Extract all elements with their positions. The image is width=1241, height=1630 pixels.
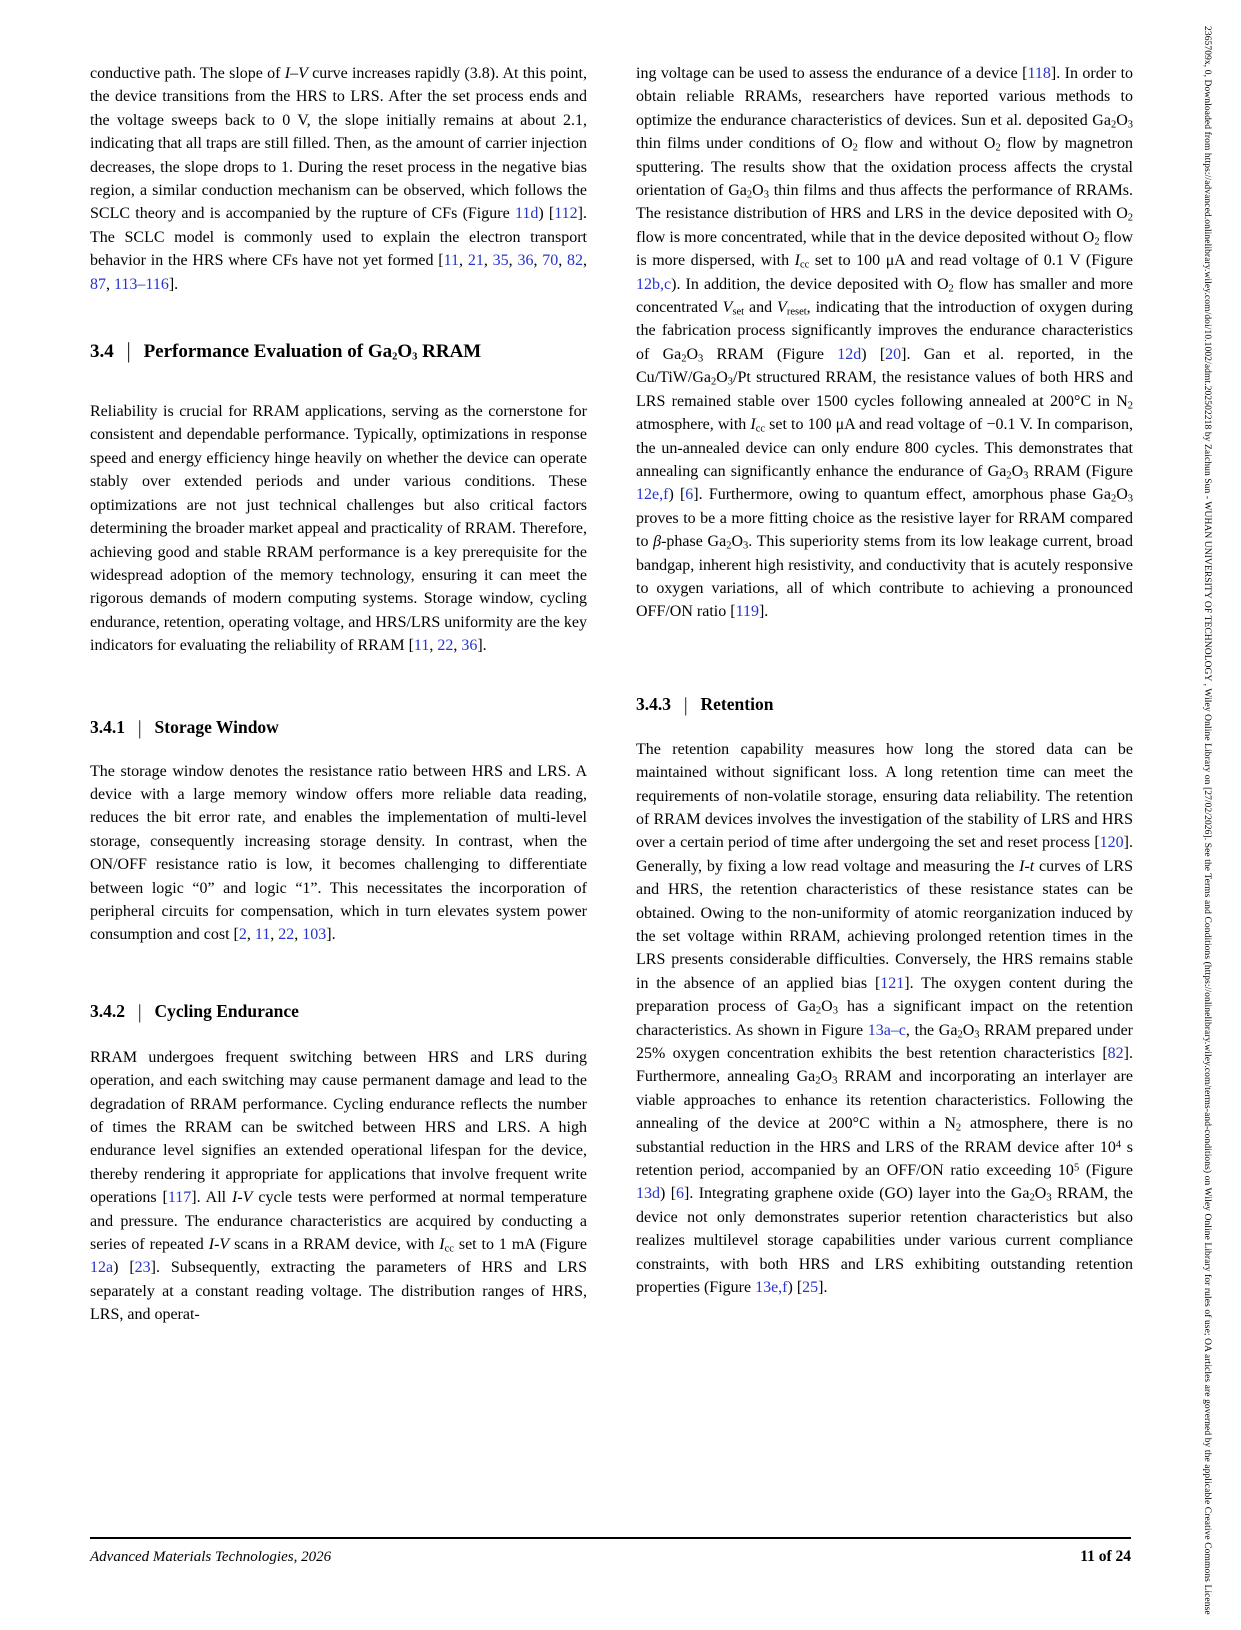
text-run: has a significant impact on the retention characteristics. As shown in Figure [636,998,1134,1039]
paragraph [636,738,1133,1300]
text-run: V [722,299,733,317]
text-run: ]. Generally, by fixing a low read voltage and measuring the [636,834,1133,875]
text-run: O [731,533,743,551]
text-run: 4 [1115,1139,1122,1151]
text-run: 2 [1029,1192,1035,1204]
text-run: reset [786,306,807,318]
reference-link[interactable]: 2 [238,926,247,944]
text-run: ]. Gan et al. reported, in the Cu/TiW/Ga [636,345,1134,387]
text-run: ]. [818,1279,828,1297]
reference-link[interactable]: 13d [636,1185,660,1203]
text-run: Storage Window [154,716,279,737]
text-run: , [246,926,255,944]
text-run: 2 [815,1075,821,1087]
text-run: ]. In order to obtain reliable RRAMs, researchers have reported various methods to optimize the endurance characteristics of devices. Sun et al. deposited Ga [636,65,1134,129]
text-run: -phase Ga [661,533,727,551]
reference-link[interactable]: 21 [467,252,484,270]
section-heading [90,715,587,739]
text-run: cc [444,1243,454,1255]
text-run: ) [ [861,345,886,363]
text-run: O [686,345,699,363]
text-run: 2 [392,351,398,363]
text-run: ]. Integrating graphene oxide (GO) layer into the Ga [684,1185,1030,1203]
text-run: ) [ [668,486,686,504]
reference-link[interactable]: 82 [567,252,584,270]
text-run: 3.4.3 [636,693,671,714]
reference-link[interactable]: 119 [735,603,759,621]
reference-link[interactable]: 12b,c [636,275,672,293]
text-run: set to 100 μA and read voltage of −0.1 V. In comparison, the un-annealed device can only endure 800 cycles. This demonstrates that annealing can significantly enhance the endurance of Ga [636,416,1133,480]
text-run: 3 [1127,119,1133,131]
footer-page-number: 11 of 24 [1080,1548,1131,1565]
text-run: , [508,252,518,270]
text-run: 2 [710,376,717,388]
text-run: 2 [948,283,954,295]
text-run: 3 [698,353,704,365]
text-run: and [744,299,778,317]
reference-link[interactable]: 6 [685,486,694,504]
reference-link[interactable]: 12d [837,345,862,363]
text-run: 2 [1094,236,1100,248]
reference-link[interactable]: 11 [254,926,271,944]
text-run: 3 [727,376,734,388]
text-run: I [439,1236,445,1254]
text-run: atmosphere, there is no substantial reduction in the HRS and LRS of the RRAM device after 10 [636,1115,1133,1156]
text-run: 5 [1073,1162,1080,1174]
text-run: I [794,252,800,270]
section-heading [90,999,587,1023]
text-run: O [397,341,413,363]
text-run: RRAM (Figure [1028,462,1133,480]
text-run: cc [755,423,766,435]
text-run: 2 [955,1122,962,1134]
text-run: flow is more concentrated, while that in the device deposited without O [636,228,1095,246]
text-run: ]. All [191,1189,233,1207]
text-run: Performance Evaluation of Ga [143,341,393,363]
reference-link[interactable]: 70 [542,252,559,270]
text-run: s retention period, accompanied by an OFF/ON ratio exceeding 10 [636,1138,1133,1180]
reference-link[interactable]: 6 [676,1185,685,1203]
text-run: β [653,533,662,551]
text-run: 3 [832,1075,838,1087]
text-run: , [583,252,588,270]
text-run: RRAM undergoes frequent switching between HRS and LRS during operation, and each switching may cause permanent damage and lead to the degradation of RRAM performance. Cycling endurance reflects the number of times the RRAM can be switched between HRS and LRS. A high endurance level signifies an extended operational lifespan for the device, thereby rendering it appropriate for applications that involve frequent write operations [ [90,1048,587,1207]
text-run: , the Ga [905,1021,958,1039]
text-run: 3 [1046,1192,1052,1204]
text-run: 2 [995,142,1001,154]
text-run: ). In addition, the device deposited with O [671,275,949,293]
text-run: ing voltage can be used to assess the endurance of a device [ [636,65,1028,82]
text-run: RRAM (Figure [703,345,838,363]
text-run: I-t [1019,857,1035,875]
heading-separator: | [138,715,142,739]
section-heading [636,692,1133,716]
text-run: The storage window denotes the resistance ratio between HRS and LRS. A device with a large memory window offers more reliable data reading, reduces the bit error rate, and enables the implementation of multi-level storage, consequently increasing storage density. In contrast, when the ON/OFF resistance ratio is low, it becomes challenging to differentiate between logic “0” and logic “1”. This necessitates the incorporation of peripheral circuits for compensation, which in turn elevates system power consumption and cost [ [90,762,587,944]
reference-link[interactable]: 11 [443,252,460,270]
reference-link[interactable]: 103 [302,926,327,944]
text-run: 2 [1110,119,1117,131]
text-run: ]. The oxygen content during the preparation process of Ga [636,974,1133,1016]
text-run: ) [ [113,1259,135,1277]
text-run: ]. [758,603,769,621]
text-run: set to 100 μA and read voltage of 0.1 V (Figure [809,252,1133,270]
text-run: 2 [1127,212,1133,224]
text-run: 2 [1127,400,1133,412]
text-run: O [1011,462,1024,480]
text-run: RRAM [417,341,482,363]
text-run: I–V [284,65,308,82]
text-run: 3 [974,1029,980,1041]
text-run: ) [ [787,1279,803,1297]
text-run: (Figure [1079,1162,1133,1180]
paragraph [90,760,587,947]
reference-link[interactable]: 23 [134,1259,151,1277]
text-run: thin films and thus affects the performance of RRAMs. The resistance distribution of HRS and LRS in the device deposited with O [636,182,1133,223]
text-run: Reliability is crucial for RRAM applications, serving as the cornerstone for consistent and dependable performance. Typically, optimizations in response speed and energy efficiency hinge heavily on whether the device can operate stably over extended periods and under various conditions. These optimizations are not just technical challenges but also critical factors determining the broader market appeal and practicality of RRAM. Therefore, achieving good and stable RRAM performance is a key prerequisite for the widespread adoption of the memory technology, ensuring it can meet the rigorous demands of modern computing systems. Storage window, cycling endurance, retention, operating voltage, and HRS/LRS uniformity are the key indicators for evaluating the reliability of RRAM [ [90,403,587,655]
paragraph [90,1046,587,1327]
text-run: ) [ [538,205,555,223]
text-run: set to 1 mA (Figure [453,1236,588,1254]
text-run: RRAM prepared under 25% oxygen concentration exhibits the best retention characteristics [ [636,1021,1133,1063]
text-run: 2 [726,540,732,552]
text-run: O [1116,111,1128,129]
text-run: 2 [957,1029,963,1041]
text-run: 3 [743,540,749,552]
text-run: 2 [746,189,753,201]
reference-link[interactable]: 20 [885,345,902,363]
text-run: 2 [681,353,687,365]
reference-link[interactable]: 25 [802,1279,819,1297]
text-run: conductive path. The slope of [90,65,285,82]
text-run: , [453,637,462,655]
reference-link[interactable]: 120 [1099,834,1124,852]
text-run: 3 [1023,470,1029,482]
text-run: I [750,416,756,434]
text-run: curve increases rapidly (3.8). At this point, the device transitions from the HRS to LRS. After the set process ends and the voltage sweeps back to 0 V, the slope initially remains at about 2.1, indicating that all traps are still filled. Then, as the amount of carrier injection decreases, the slope drops to 1. During the reset process in the negative bias region, a similar conduction mechanism can be observed, which follows the SCLC theory and is accompanied by the rupture of CFs (Figure [90,65,587,223]
text-run: O [962,1021,975,1039]
right-column [636,62,1133,1300]
text-run: , [459,252,468,270]
text-run: ]. Furthermore, owing to quantum effect, amorphous phase Ga [693,486,1111,504]
text-run: , [270,926,279,944]
left-column [90,62,587,1327]
text-run: 3 [412,351,418,363]
text-run: ]. The SCLC model is commonly used to explain the electron transport behavior in the HRS where CFs have not yet formed [ [90,205,587,270]
text-run: RRAM, the device not only demonstrates superior retention characteristics but also realizes multilevel storage capabilities under various current compliance constraints, with both HRS and LRS exhibiting outstanding retention properties (Figure [636,1185,1134,1297]
text-run: , indicating that the introduction of oxygen during the fabrication process significantly improves the endurance characteristics of Ga [636,299,1134,363]
reference-link[interactable]: 112 [554,205,578,223]
reference-link[interactable]: 117 [167,1189,192,1207]
paragraph [90,62,587,296]
reference-link[interactable]: 35 [492,252,509,270]
text-run: 3.4.2 [90,1000,125,1021]
text-run: 3.4.1 [90,716,125,737]
text-run: 3 [1127,493,1134,505]
heading-separator: | [684,692,688,716]
reference-link[interactable]: 121 [880,974,905,992]
text-run: atmosphere, with [636,416,751,434]
text-run: O [820,1068,833,1086]
text-run: scans in a RRAM device, with [229,1236,440,1254]
text-run: . This superiority stems from its low leakage current, broad bandgap, inherent high resistivity, and conductivity that is acutely responsive to oxygen variations, all of which contribute to achieving a pronounced OFF/ON ratio [ [636,533,1133,621]
reference-link[interactable]: 113–116 [114,275,169,293]
reference-link[interactable]: 22 [437,637,454,655]
heading-separator: | [126,339,131,364]
footer-journal-title: Advanced Materials Technologies, 2026 [90,1549,332,1565]
download-disclaimer-sidebar: 2365709x, 0, Downloaded from https://advanced.onlinelibrary.wiley.com/doi/10.1002/admt.202502218 by Zaichun Sun - WUHAN UNIVERSITY OF TECHNOLOGY , Wiley Online Library on [27/02/2026]. See the Terms and Conditions (https://onlinelibrary.wiley.com/terms-and-conditions) on Wiley Online Library for rules of use; OA articles are governed by the applicable Creative Commons License [1202,26,1212,1615]
reference-link[interactable]: 36 [517,252,534,270]
text-run: cc [799,259,810,271]
text-run: O [752,182,764,200]
text-run: flow is more dispersed, with [636,228,1134,270]
text-run: ]. Furthermore, annealing Ga [636,1045,1133,1086]
text-run: thin films under conditions of O [636,135,853,153]
footer-divider [90,1537,1131,1539]
paragraph [636,62,1133,624]
text-run: 3.4 [90,341,114,363]
reference-link[interactable]: 11d [514,205,539,223]
text-run: , [483,252,493,270]
text-run: ]. [477,637,487,655]
text-run: , [294,926,303,944]
reference-link[interactable]: 13a–c [867,1021,906,1039]
text-run: cycle tests were performed at normal temperature and pressure. The endurance characteristics are acquired by conducting a series of repeated [90,1189,587,1254]
text-run: V [777,299,787,317]
reference-link[interactable]: 118 [1027,65,1051,82]
text-run: O [716,369,728,387]
text-run: /Pt structured RRAM, the resistance values of both HRS and LRS remained stable over 1500 cycles following annealed at 200°C in N [636,369,1133,410]
text-run: I-V [232,1189,253,1207]
text-run: set [732,306,745,318]
reference-link[interactable]: 12a [90,1259,114,1277]
heading-separator: | [138,999,142,1023]
text-run: ) [ [660,1185,677,1203]
text-run: flow and without O [857,135,996,153]
text-run: proves to be a more fitting choice as the resistive layer for RRAM compared to [636,509,1133,551]
text-run: Cycling Endurance [154,1000,299,1021]
text-run: 3 [832,1005,838,1017]
text-run: , [106,275,114,293]
reference-link[interactable]: 87 [90,275,106,293]
text-run: O [821,998,833,1016]
text-run: , [429,637,438,655]
text-run: ]. [326,926,336,944]
text-run: , [533,252,543,270]
reference-link[interactable]: 12e,f [636,486,669,504]
text-run: O [1116,486,1128,504]
reference-link[interactable]: 11 [413,637,430,655]
text-run: 2 [852,142,858,154]
reference-link[interactable]: 22 [278,926,295,944]
text-run: I-V [208,1236,230,1254]
text-run: 2 [1110,493,1117,505]
reference-link[interactable]: 82 [1107,1045,1124,1063]
text-run: O [1034,1185,1047,1203]
text-run: 2 [815,1005,822,1017]
paragraph [90,400,587,657]
text-run: The retention capability measures how long the stored data can be maintained without significant loss. A long retention time can meet the requirements of non-volatile storage, ensuring data reliability. The retention of RRAM devices involves the investigation of the stability of LRS and HRS over a certain period of time after undergoing the set and reset process [ [636,740,1133,852]
section-heading [90,338,587,365]
text-run: curves of LRS and HRS, the retention characteristics of these resistance states can be obtained. Owing to the non-uniformity of atomic reorganization induced by the set voltage within RRAM, achieving prolonged retention times in the LRS presents considerable difficulties. Conversely, the HRS remains stable in the absence of an applied bias [ [636,857,1133,992]
text-run: ]. Subsequently, extracting the parameters of HRS and LRS separately at a constant reading voltage. The distribution ranges of HRS, LRS, and operat- [90,1259,587,1324]
text-run: Retention [700,693,774,714]
text-run: 3 [763,189,769,201]
text-run: flow by magnetron sputtering. The results show that the oxidation process affects the crystal orientation of Ga [636,135,1133,200]
text-run: flow has smaller and more concentrated [636,275,1133,317]
text-run: , [558,252,568,270]
text-run: ]. [168,275,179,293]
reference-link[interactable]: 36 [461,637,478,655]
reference-link[interactable]: 13e,f [755,1279,788,1297]
text-run: 2 [1006,470,1012,482]
text-run: RRAM and incorporating an interlayer are viable approaches to enhance its retention characteristics. Following the annealing of the device at 200°C within a N [636,1068,1133,1133]
